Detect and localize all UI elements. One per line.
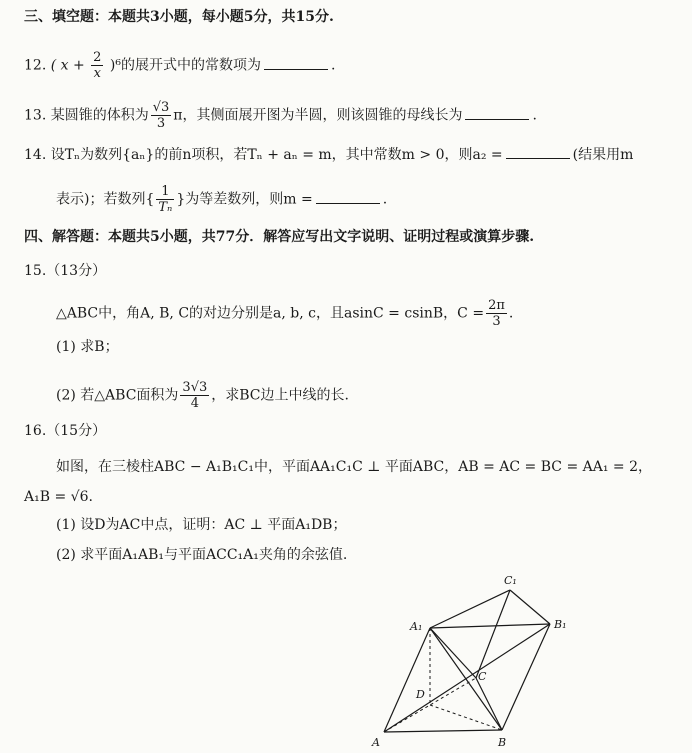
label-A: A <box>372 736 380 749</box>
q12-answer-blank[interactable] <box>264 57 328 70</box>
q13-number: 13. <box>24 107 47 124</box>
q15-part2-frac-den: 4 <box>190 396 199 411</box>
q12-frac-num: 2 <box>93 50 102 65</box>
q12-number: 12. <box>24 57 47 74</box>
q15-part2-lead: (2) 若△ABC面积为 <box>56 387 179 404</box>
prism-figure <box>370 570 580 750</box>
q14-fraction <box>156 184 174 215</box>
q15-stem <box>56 298 513 329</box>
question-12 <box>24 50 335 81</box>
q15-stem-fraction <box>486 298 507 329</box>
edge-A1-B1 <box>430 624 550 628</box>
section-4-heading: 四、解答题：本题共5小题，共77分．解答应写出文字说明、证明过程或演算步骤. <box>24 229 535 245</box>
q15-stem-frac-den: 3 <box>492 314 501 329</box>
q15-number: 15.（13分） <box>24 263 107 279</box>
q13-answer-blank[interactable] <box>465 107 529 120</box>
q14-line2-lead: 表示)；若数列{ <box>56 191 155 208</box>
edge-A1-C <box>430 628 476 678</box>
q15-part2-fraction <box>180 380 209 411</box>
q14-line1: 设Tₙ为数列{aₙ}的前n项积，若Tₙ + aₙ = m，其中常数m > 0，则a₂ = <box>50 147 503 163</box>
label-C: C <box>478 670 487 683</box>
q12-frac-den: x <box>93 66 101 81</box>
q13-tail: π，其侧面展开图为半圆，则该圆锥的母线长为 <box>173 107 463 124</box>
q16-number: 16.（15分） <box>24 423 107 439</box>
q15-part-1: (1) 求B； <box>56 339 119 355</box>
q16-part-2: (2) 求平面A₁AB₁与平面ACC₁A₁夹角的余弦值. <box>56 547 348 563</box>
q16-part-1: (1) 设D为AC中点，证明：AC ⊥ 平面A₁DB； <box>56 517 347 533</box>
label-B: B <box>498 736 507 749</box>
q15-part2-tail: ，求BC边上中线的长. <box>211 387 349 404</box>
q13-end: . <box>532 107 537 124</box>
q15-part-2 <box>56 380 349 411</box>
q14-line1-tail: (结果用m <box>572 147 634 163</box>
q16-stem-2: A₁B = √6. <box>24 489 93 505</box>
label-A1: A₁ <box>410 620 423 633</box>
q15-part2-frac-num: 3√3 <box>182 380 208 395</box>
q13-frac-den: 3 <box>156 116 166 131</box>
edge-C-B <box>476 678 502 730</box>
q13-fraction <box>151 100 172 131</box>
q12-end: . <box>330 57 336 74</box>
q14-frac-num: 1 <box>156 184 174 200</box>
question-14-line-2 <box>56 184 387 215</box>
q14-answer-blank-2[interactable] <box>316 191 380 204</box>
q12-lead: ( x + <box>50 57 85 74</box>
q14-frac-den: Tₙ <box>158 200 173 215</box>
q14-answer-blank-1[interactable] <box>506 146 570 159</box>
q16-stem-1: 如图，在三棱柱ABC − A₁B₁C₁中，平面AA₁C₁C ⊥ 平面ABC，AB = AC = BC = AA₁ = 2， <box>56 459 652 475</box>
q13-lead: 某圆锥的体积为 <box>50 107 149 124</box>
label-B1: B₁ <box>554 618 567 631</box>
q14-number: 14. <box>24 147 47 163</box>
q14-end: . <box>382 191 388 208</box>
section-3-heading: 三、填空题：本题共3小题，每小题5分，共15分. <box>24 9 334 25</box>
edge-C1-B1 <box>510 590 550 624</box>
edge-A-B <box>384 730 502 732</box>
q15-stem-lead: △ABC中，角A, B, C的对边分别是a, b, c，且asinC = csinB，C = <box>56 305 485 322</box>
label-C1: C₁ <box>504 574 517 587</box>
question-13 <box>24 100 537 131</box>
question-14-line-1 <box>24 146 633 164</box>
q15-stem-frac-num: 2π <box>488 298 505 313</box>
q12-tail: )⁶的展开式中的常数项为 <box>109 57 261 74</box>
q13-frac-num: √3 <box>152 100 170 115</box>
q14-line2-tail: }为等差数列，则m = <box>176 191 313 208</box>
q15-stem-end: . <box>508 305 514 322</box>
label-D: D <box>416 688 425 701</box>
q12-fraction <box>91 50 103 81</box>
